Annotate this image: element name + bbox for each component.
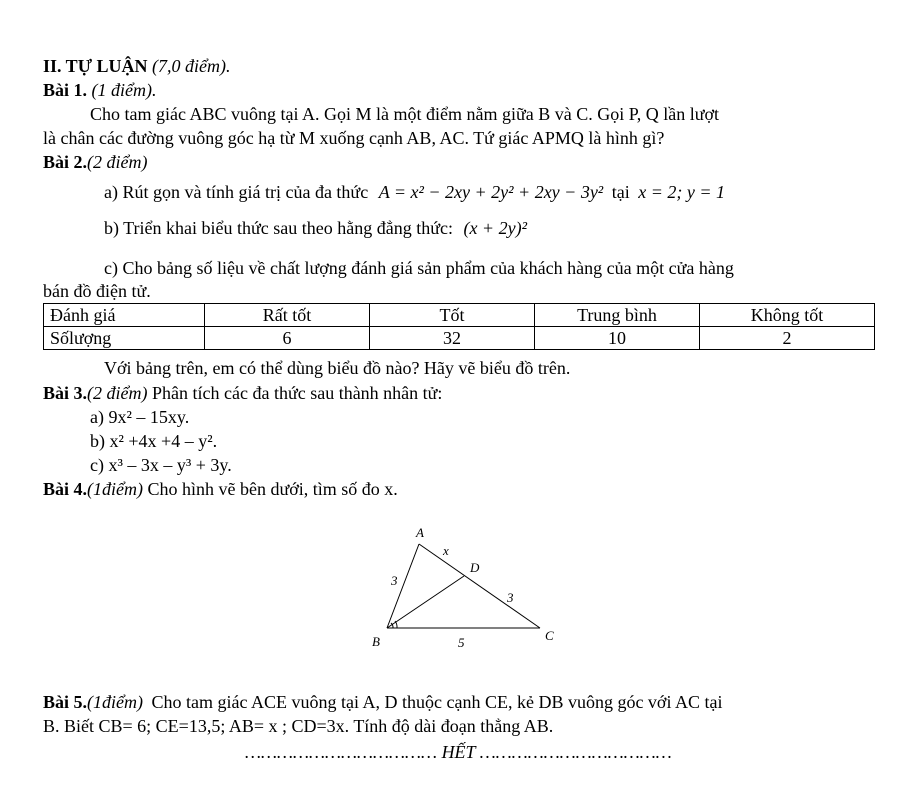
bai5-line1: Cho tam giác ACE vuông tại A, D thuộc cạnh CE, kẻ DB vuông góc với AC tại [151,692,723,712]
bai5-line2: B. Biết CB= 6; CE=13,5; AB= x ; CD=3x. Tính độ dài đoạn thẳng AB. [43,716,554,736]
table-cell: Sốlượng [44,327,205,350]
rating-table [43,303,875,350]
bai4-label: Bài 4. [43,479,88,499]
length-dc-label: 3 [507,590,514,605]
vertex-c-label: C [545,628,554,643]
segment-bd [387,576,464,628]
bai3-b: b) x² +4x +4 – y². [90,431,218,451]
bai2-a-mid: tại [611,182,630,202]
bai1-heading [43,80,157,100]
bai2-a-text: a) Rút gọn và tính giá trị của đa thức [104,182,369,202]
bai2-c-line2: bán đồ điện tử. [43,281,151,301]
footer-dots-right: ……………………………… [479,742,672,762]
bai2-b [104,218,527,238]
bai3-a: a) 9x² – 15xy. [90,407,190,427]
bai3-points: (2 điểm) [87,383,148,403]
bai2-b-formula: (x + 2y)² [463,218,527,238]
segment-ac [419,544,540,628]
angle-b-mark-1 [395,621,397,628]
bai1-label: Bài 1. [43,80,88,100]
bai4-text: Cho hình vẽ bên dưới, tìm số đo x. [147,479,398,499]
table-cell: 6 [205,327,370,350]
table-cell: Không tốt [700,304,875,327]
bai4-points: (1điểm) [87,479,143,499]
vertex-b-label: B [372,634,380,649]
footer-end-text: HẾT [441,742,476,762]
bai2-heading [43,152,148,172]
section-points: (7,0 điểm). [152,56,231,76]
vertex-a-label: A [416,525,424,540]
table-cell: 2 [700,327,875,350]
bai2-label: Bài 2. [43,152,88,172]
table-cell: Tốt [370,304,535,327]
length-ab-label: 3 [391,573,398,588]
bai2-b-text: b) Triển khai biểu thức sau theo hằng đẳng thức: [104,218,453,238]
bai5-line1-row [43,692,722,712]
end-marker [245,742,672,762]
table-row [44,327,875,350]
triangle-figure [360,522,580,652]
bai5-label: Bài 5. [43,692,88,712]
footer-dots-left: ……………………………… [245,742,438,762]
bai4-heading [43,479,398,499]
section-heading [43,56,231,76]
table-cell: Rất tốt [205,304,370,327]
section-title: II. TỰ LUẬN [43,56,148,76]
bai1-points: (1 điểm). [91,80,157,100]
bai3-heading [43,383,442,403]
bai2-a-formula: A = x² − 2xy + 2y² + 2xy − 3y² [378,182,604,202]
table-cell: 32 [370,327,535,350]
bai1-line1: Cho tam giác ABC vuông tại A. Gọi M là một điểm nằm giữa B và C. Gọi P, Q lần lượt [90,104,719,124]
bai3-c: c) x³ – 3x – y³ + 3y. [90,455,232,475]
bai5-points: (1điểm) [87,692,143,712]
table-row [44,304,875,327]
bai2-c-line1: c) Cho bảng số liệu về chất lượng đánh giá sản phẩm của khách hàng của một cửa hàng [104,258,734,278]
table-cell: Đánh giá [44,304,205,327]
bai3-intro: Phân tích các đa thức sau thành nhân tử: [152,383,443,403]
length-bc-label: 5 [458,635,465,650]
table-cell: Trung bình [535,304,700,327]
bai2-after-table: Với bảng trên, em có thể dùng biểu đồ nào? Hãy vẽ biểu đồ trên. [104,358,571,378]
bai1-line2: là chân các đường vuông góc hạ từ M xuống cạnh AB, AC. Tứ giác APMQ là hình gì? [43,128,665,148]
length-ad-label: x [443,543,449,558]
vertex-d-label: D [470,560,480,575]
bai2-a-values: x = 2; y = 1 [638,182,725,202]
bai2-points: (2 điểm) [87,152,148,172]
bai2-a [104,182,725,202]
bai3-label: Bài 3. [43,383,88,403]
table-cell: 10 [535,327,700,350]
